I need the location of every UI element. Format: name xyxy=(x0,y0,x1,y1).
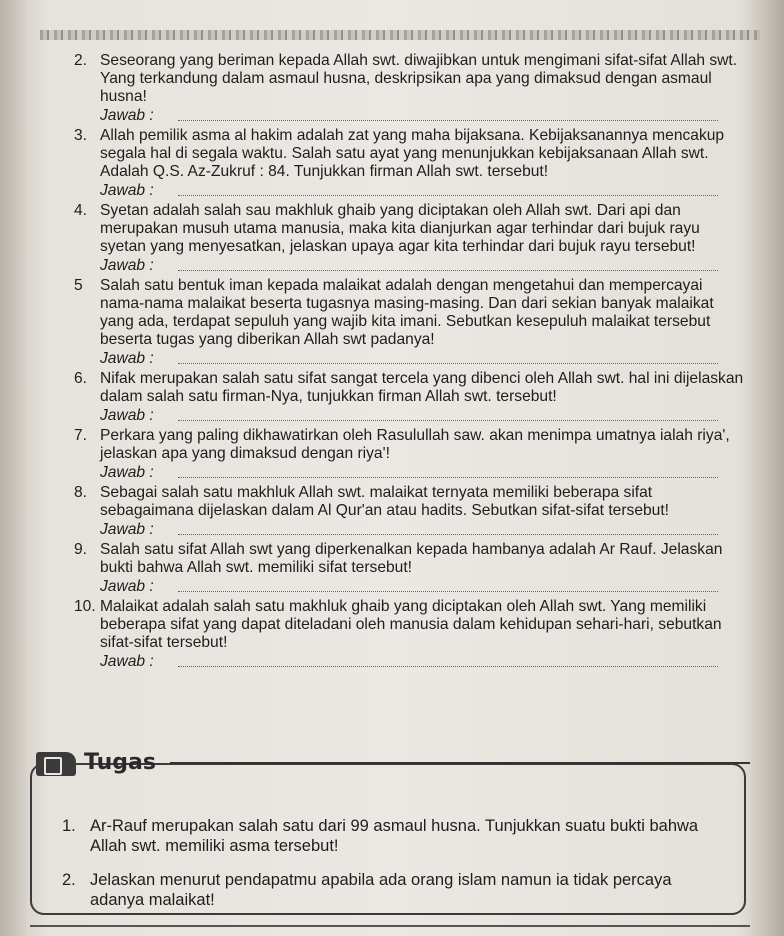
question-item xyxy=(68,541,748,577)
tugas-text: Jelaskan menurut pendapatmu apabila ada orang islam namun ia tidak percaya adanya malaikat! xyxy=(90,871,672,909)
question-number: 9. xyxy=(74,541,88,558)
answer-dotted-line xyxy=(178,363,718,364)
tugas-list xyxy=(62,816,722,924)
tugas-item xyxy=(62,870,722,910)
page-bottom-rule xyxy=(30,925,750,927)
question-item xyxy=(68,202,748,256)
answer-line xyxy=(68,406,748,427)
answer-label: Jawab : xyxy=(100,464,154,481)
question-item xyxy=(68,427,748,463)
question-item xyxy=(68,598,748,652)
torn-top-edge xyxy=(40,30,760,40)
answer-dotted-line xyxy=(178,120,718,121)
question-number: 8. xyxy=(74,484,88,501)
question-text: Seseorang yang beriman kepada Allah swt. diwajibkan untuk mengimani sifat-sifat Allah swt. Yang terkandung dalam asmaul husna, deskripsikan apa yang dimaksud dengan asmaul husna! xyxy=(100,52,738,105)
answer-label: Jawab : xyxy=(100,578,154,595)
answer-line xyxy=(68,349,748,370)
answer-line xyxy=(68,463,748,484)
answer-line xyxy=(68,577,748,598)
answer-dotted-line xyxy=(178,666,718,667)
answer-label: Jawab : xyxy=(100,350,154,367)
answer-line xyxy=(68,106,748,127)
question-text: Sebagai salah satu makhluk Allah swt. malaikat ternyata memiliki beberapa sifat sebagaimana dijelaskan dalam Al Qur'an atau hadits. Sebutkan sifat-sifat tersebut! xyxy=(100,484,670,519)
answer-line xyxy=(68,256,748,277)
question-number: 5 xyxy=(74,277,83,294)
answer-dotted-line xyxy=(178,477,718,478)
question-number: 7. xyxy=(74,427,88,444)
question-text: Allah pemilik asma al hakim adalah zat yang maha bijaksana. Kebijaksanannya mencakup segala hal di segala waktu. Salah satu ayat yang menunjukkan kebijaksanaan Allah swt. Adalah Q.S. Az-Zukruf : 84. Tunjukkan firman Allah swt. tersebut! xyxy=(100,127,725,180)
question-item xyxy=(68,277,748,349)
question-number: 3. xyxy=(74,127,88,144)
question-list xyxy=(68,52,748,673)
question-item xyxy=(68,127,748,181)
question-number: 4. xyxy=(74,202,88,219)
answer-line xyxy=(68,520,748,541)
tugas-header-rule xyxy=(170,762,750,764)
page-right-edge xyxy=(746,0,784,936)
answer-line xyxy=(68,181,748,202)
question-item xyxy=(68,484,748,520)
answer-dotted-line xyxy=(178,420,718,421)
answer-label: Jawab : xyxy=(100,257,154,274)
answer-label: Jawab : xyxy=(100,107,154,124)
tugas-number: 1. xyxy=(62,817,76,835)
answer-dotted-line xyxy=(178,534,718,535)
tugas-title: Tugas xyxy=(84,750,156,775)
answer-line xyxy=(68,652,748,673)
question-text: Syetan adalah salah sau makhluk ghaib yang diciptakan oleh Allah swt. Dari api dan merupakan musuh utama manusia, maka kita dianjurkan agar terhindar dari bujuk rayu syetan yang menyesatkan, jelaskan upaya agar kita terhindar dari bujuk rayu tersebut! xyxy=(100,202,700,255)
question-text: Perkara yang paling dikhawatirkan oleh Rasulullah saw. akan menimpa umatnya ialah riya', jelaskan apa yang dimaksud dengan riya'! xyxy=(100,427,730,462)
answer-label: Jawab : xyxy=(100,521,154,538)
question-number: 2. xyxy=(74,52,88,69)
tugas-number: 2. xyxy=(62,871,76,889)
answer-label: Jawab : xyxy=(100,182,154,199)
answer-dotted-line xyxy=(178,195,718,196)
question-text: Salah satu sifat Allah swt yang diperkenalkan kepada hambanya adalah Ar Rauf. Jelaskan bukti bahwa Allah swt. memiliki sifat tersebut! xyxy=(100,541,723,576)
answer-dotted-line xyxy=(178,591,718,592)
tugas-item xyxy=(62,816,722,856)
question-number: 6. xyxy=(74,370,88,387)
page-left-edge xyxy=(0,0,26,936)
question-item xyxy=(68,370,748,406)
question-text: Salah satu bentuk iman kepada malaikat adalah dengan mengetahui dan mempercayai nama-nama malaikat beserta tugasnya masing-masing. Dan dari sekian banyak malaikat yang ada, terdapat sepuluh yang wajib kita imani. Sebutkan kesepuluh malaikat tersebut beserta tugas yang diberikan Allah swt padanya! xyxy=(100,277,714,348)
clipboard-icon xyxy=(36,752,76,776)
answer-label: Jawab : xyxy=(100,407,154,424)
question-text: Malaikat adalah salah satu makhluk ghaib yang diciptakan oleh Allah swt. Yang memiliki beberapa sifat yang dapat diteladani oleh manusia dalam kehidupan sehari-hari, sebutkan sifat-sifat tersebut! xyxy=(100,598,722,651)
answer-dotted-line xyxy=(178,270,718,271)
tugas-header xyxy=(30,750,750,780)
question-text: Nifak merupakan salah satu sifat sangat tercela yang dibenci oleh Allah swt. hal ini dijelaskan dalam salah satu firman-Nya, tunjukkan firman Allah swt. tersebut! xyxy=(100,370,744,405)
answer-label: Jawab : xyxy=(100,653,154,670)
tugas-text: Ar-Rauf merupakan salah satu dari 99 asmaul husna. Tunjukkan suatu bukti bahwa Allah swt. memiliki asma tersebut! xyxy=(90,817,699,855)
question-item xyxy=(68,52,748,106)
question-number: 10. xyxy=(74,598,96,615)
